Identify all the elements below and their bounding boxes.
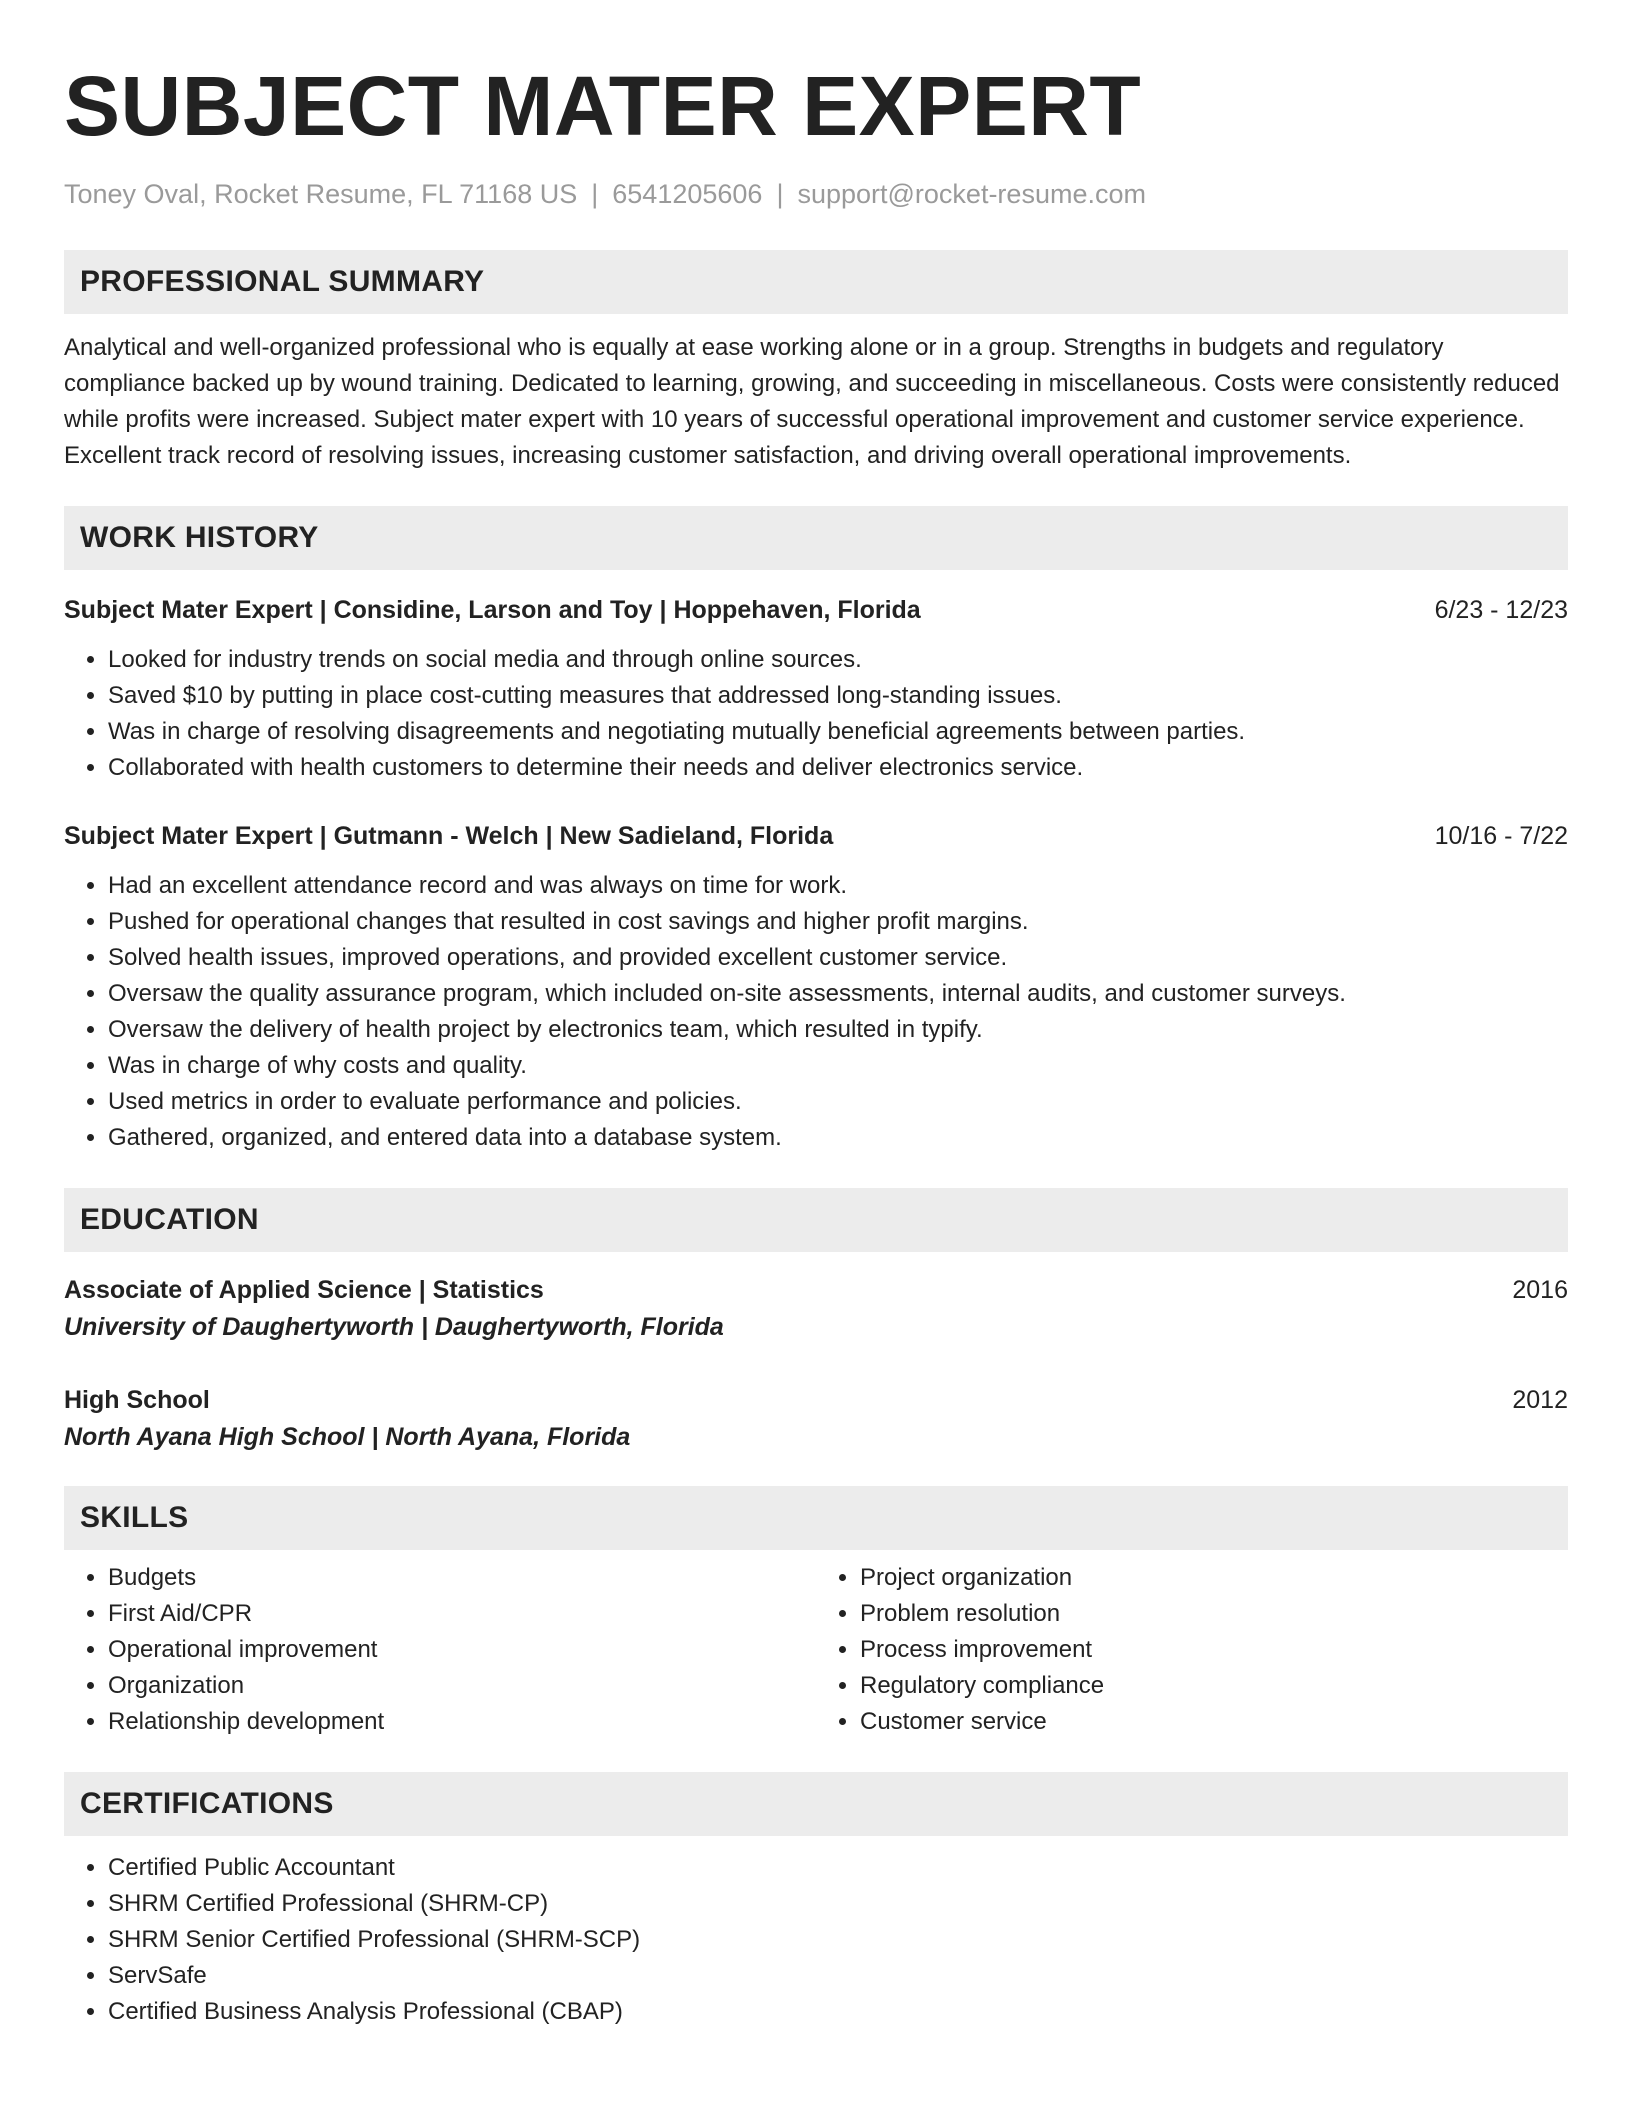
section-heading-skills: SKILLS xyxy=(64,1486,1568,1550)
job-bullet: • Was in charge of resolving disagreements and negotiating mutually beneficial agreements between parties. xyxy=(108,714,1568,750)
job-bullet: • Was in charge of why costs and quality. xyxy=(108,1048,1568,1084)
certification-item: • Certified Public Accountant xyxy=(108,1850,1568,1886)
skill-item: • Regulatory compliance xyxy=(860,1668,1568,1704)
skills-list-left xyxy=(64,1560,816,1740)
skill-item: • Operational improvement xyxy=(108,1632,816,1668)
skill-item: • Customer service xyxy=(860,1704,1568,1740)
skills-list-right xyxy=(816,1560,1568,1740)
candidate-name: SUBJECT MATER EXPERT xyxy=(64,59,1142,153)
section-heading-work-history: WORK HISTORY xyxy=(64,506,1568,570)
skills-columns xyxy=(64,1560,1568,1740)
education-header xyxy=(64,1272,1568,1308)
job-dates: 10/16 - 7/22 xyxy=(1434,822,1568,851)
degree-title: Associate of Applied Science | Statistics xyxy=(64,1276,544,1305)
job-bullet: • Had an excellent attendance record and was always on time for work. xyxy=(108,868,1568,904)
job-bullets xyxy=(64,642,1568,786)
job-bullet: • Saved $10 by putting in place cost-cutting measures that addressed long-standing issues. xyxy=(108,678,1568,714)
certification-item: • ServSafe xyxy=(108,1958,1568,1994)
job-title: Subject Mater Expert | Gutmann - Welch | New Sadieland, Florida xyxy=(64,822,834,851)
contact-separator: | xyxy=(591,179,599,209)
job-title: Subject Mater Expert | Considine, Larson and Toy | Hoppehaven, Florida xyxy=(64,596,921,625)
job-header xyxy=(64,592,1568,628)
summary-text: Analytical and well-organized professional who is equally at ease working alone or in a group. Strengths in budgets and regulatory compliance backed up by wound training. Dedicated to learning, growing, and succeeding in miscellaneous. Costs were consistently reduced while profits were increased. Subject mater expert with 10 years of successful operational improvement and customer service experience. Excellent track record of resolving issues, increasing customer satisfaction, and driving overall operational improvements. xyxy=(64,334,1560,470)
job-bullet: • Pushed for operational changes that resulted in cost savings and higher profit margins. xyxy=(108,904,1568,940)
certification-item: • SHRM Certified Professional (SHRM-CP) xyxy=(108,1886,1568,1922)
contact-line xyxy=(64,178,1568,210)
skill-item: • Budgets xyxy=(108,1560,816,1596)
education-entry xyxy=(64,1382,1568,1456)
contact-separator: | xyxy=(776,179,784,209)
certification-item: • SHRM Senior Certified Professional (SHRM-SCP) xyxy=(108,1922,1568,1958)
education-header xyxy=(64,1382,1568,1418)
certifications-list xyxy=(64,1850,1568,2030)
education-section xyxy=(64,1188,1568,1456)
work-history-section xyxy=(64,506,1568,1156)
skill-item: • Project organization xyxy=(860,1560,1568,1596)
job-entry xyxy=(64,818,1568,1156)
contact-address: Toney Oval, Rocket Resume, FL 71168 US xyxy=(64,179,578,209)
summary-section xyxy=(64,250,1568,474)
school-name: North Ayana High School | North Ayana, Florida xyxy=(64,1423,631,1452)
graduation-year: 2016 xyxy=(1512,1276,1568,1305)
skill-item: • Process improvement xyxy=(860,1632,1568,1668)
degree-title: High School xyxy=(64,1386,210,1415)
skills-section xyxy=(64,1486,1568,1740)
job-bullet: • Gathered, organized, and entered data into a database system. xyxy=(108,1120,1568,1156)
job-dates: 6/23 - 12/23 xyxy=(1434,596,1568,625)
job-bullet: • Used metrics in order to evaluate performance and policies. xyxy=(108,1084,1568,1120)
education-entry xyxy=(64,1272,1568,1346)
job-header xyxy=(64,818,1568,854)
skill-item: • Problem resolution xyxy=(860,1596,1568,1632)
contact-phone: 6541205606 xyxy=(612,179,763,209)
graduation-year: 2012 xyxy=(1512,1386,1568,1415)
section-heading-certifications: CERTIFICATIONS xyxy=(64,1772,1568,1836)
section-heading-summary: PROFESSIONAL SUMMARY xyxy=(64,250,1568,314)
job-entry xyxy=(64,592,1568,786)
skill-item: • Organization xyxy=(108,1668,816,1704)
job-bullet: • Solved health issues, improved operations, and provided excellent customer service. xyxy=(108,940,1568,976)
contact-email[interactable]: support@rocket-resume.com xyxy=(797,179,1146,209)
job-bullet: • Oversaw the quality assurance program, which included on-site assessments, internal audits, and customer surveys. xyxy=(108,976,1568,1012)
resume-header xyxy=(64,59,1568,210)
certification-item: • Certified Business Analysis Professional (CBAP) xyxy=(108,1994,1568,2030)
job-bullet: • Oversaw the delivery of health project by electronics team, which resulted in typify. xyxy=(108,1012,1568,1048)
job-bullet: • Collaborated with health customers to determine their needs and deliver electronics service. xyxy=(108,750,1568,786)
school-name: University of Daughertyworth | Daughertyworth, Florida xyxy=(64,1313,724,1342)
skill-item: • First Aid/CPR xyxy=(108,1596,816,1632)
skill-item: • Relationship development xyxy=(108,1704,816,1740)
job-bullets xyxy=(64,868,1568,1156)
section-heading-education: EDUCATION xyxy=(64,1188,1568,1252)
certifications-section xyxy=(64,1772,1568,2030)
job-bullet: • Looked for industry trends on social media and through online sources. xyxy=(108,642,1568,678)
